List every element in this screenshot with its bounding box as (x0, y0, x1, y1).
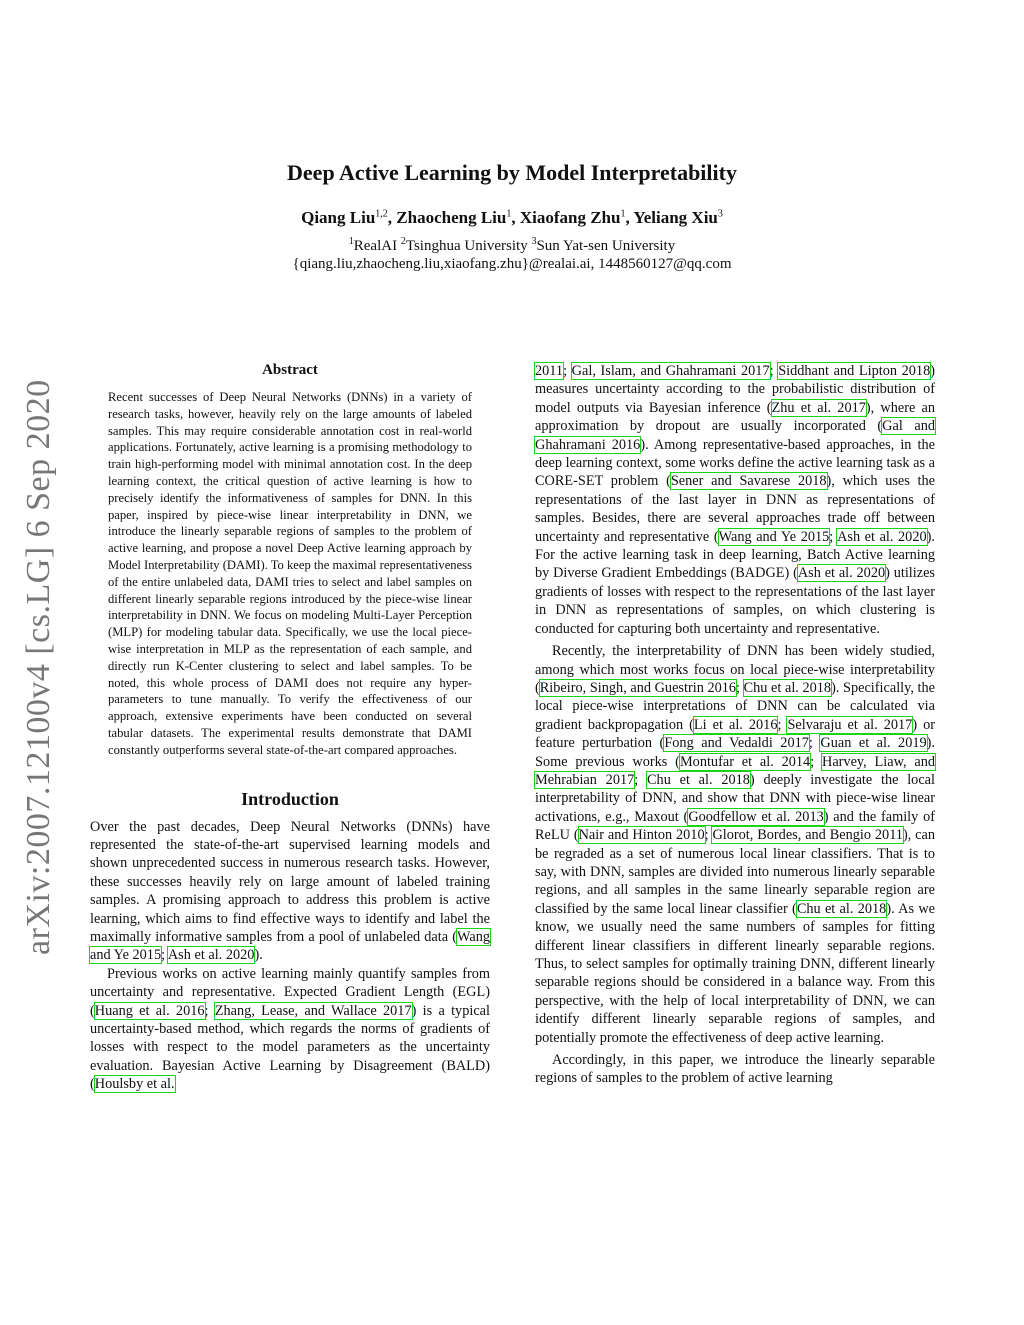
citation-link[interactable]: Selvaraju et al. 2017 (787, 716, 913, 733)
affil-name: RealAI (353, 238, 401, 254)
right-column (535, 362, 935, 1088)
author-affil-mark: 1 (620, 208, 626, 220)
author-name: Yeliang Xiu (633, 208, 718, 227)
paragraph-text: Previous works on active learning mainly quantify samples from uncertainty and representative. Expected Gradient Length (EGL) ( (90, 965, 490, 1019)
paragraph-text: ; (808, 735, 821, 752)
citation-link[interactable]: Chu et al. 2018 (743, 679, 832, 696)
author-name: Zhaocheng Liu (396, 208, 507, 227)
affil-mark: 3 (531, 236, 537, 247)
body-paragraph-3 (535, 1051, 935, 1088)
citation-link[interactable]: Siddhant and Lipton 2018 (778, 363, 931, 379)
paragraph-text: ). (254, 947, 263, 964)
paragraph-text: ). Specifically, the local piece-wise interpretations of DNN can be calculated via gradient backpropagation ( (535, 679, 936, 733)
citation-link[interactable]: Montufar et al. 2014 (679, 753, 811, 770)
citation-link[interactable]: Glorot, Bordes, and Bengio 2011 (712, 827, 903, 844)
affil-name: Tsinghua University (405, 238, 532, 254)
citation-link[interactable]: Gal, Islam, and Ghahramani 2017 (571, 363, 770, 379)
paragraph-text: ; (829, 528, 838, 545)
paragraph-text: ). As we know, we usually need the same numbers of samples for fitting different linear classifiers in different linearly separable regions. Thus, to select samples for optimally training DNN, different linearly separable regions should be considered in a balance way. From this perspective, with the help of local interpretability of DNN, we can identify different linearly separable regions of samples, and potentially promote the effectiveness of deep active learning. (535, 900, 936, 1046)
citation-link[interactable]: Zhang, Lease, and Wallace 2017 (214, 1002, 412, 1019)
paragraph-text: ; (704, 827, 713, 844)
affil-mark: 2 (400, 236, 406, 247)
introduction-heading: Introduction (241, 788, 339, 809)
citation-link[interactable]: Harvey, Liaw, and Mehrabian 2017 (535, 753, 936, 788)
citation-link[interactable]: Ash et al. 2020 (837, 528, 927, 545)
citation-link[interactable]: Chu et al. 2018 (796, 900, 887, 917)
citation-link[interactable]: Ash et al. 2020 (797, 565, 886, 582)
paragraph-text: ), can be regraded as a set of numerous local linear classifiers. That is to say, with DNN, samples are divided into numerous linearly separable regions, and all samples in the same linearly separable region are classified by the same local linear classifier ( (535, 827, 936, 917)
body-paragraph-2 (535, 642, 935, 1047)
paragraph-text: ). Among representative-based approaches, in the deep learning context, some works define the active learning task as a CORE-SET problem ( (535, 436, 935, 490)
paragraph-text: ; (563, 363, 572, 379)
affiliations (0, 236, 1024, 255)
citation-link[interactable]: Gal and Ghahramani 2016 (535, 418, 935, 453)
paragraph-text: ) and the family of ReLU ( (535, 808, 935, 844)
paragraph-text: ; (736, 679, 744, 696)
paragraph-text: ) utilizes gradients of losses with respect to the representations of the last layer in DNN as representations of samples, on which clustering is conducted for capturing both uncertainty and representative. (535, 565, 935, 637)
paragraph-text: ) is a typical uncertainty-based method, which regards the norms of gradients of losses with respect to the model parameters as the uncertainty evaluation. Bayesian Active Learning by Disagreement (BALD) ( (90, 1002, 490, 1093)
author-name: Xiaofang Zhu (519, 208, 621, 227)
left-column (90, 362, 490, 1094)
citation-link[interactable]: Li et al. 2016 (693, 716, 778, 733)
author-affil-mark: 1,2 (375, 208, 388, 220)
citation-link[interactable]: Fong and Vedaldi 2017 (664, 735, 809, 752)
arxiv-stamp: arXiv:2007.12100v4 [cs.LG] 6 Sep 2020 (20, 379, 57, 955)
citation-link[interactable]: 2011 (535, 363, 564, 379)
body-paragraph-1 (535, 362, 935, 638)
paragraph-text: ). For the active learning task in deep learning, Batch Active learning by Diverse Gradient Embeddings (BADGE) ( (535, 528, 935, 582)
paragraph-text: ) measures uncertainty according to the probabilistic distribution of model outputs via Bayesian inference ( (535, 363, 935, 416)
intro-paragraph-2 (90, 965, 490, 1094)
citation-link[interactable]: Zhu et al. 2017 (771, 399, 866, 416)
citation-link[interactable]: Goodfellow et al. 2013 (688, 808, 824, 825)
paragraph-text: ; (634, 771, 648, 788)
paragraph-text: ; (161, 947, 168, 964)
paragraph-text: ) or feature perturbation ( (535, 716, 936, 752)
affil-mark: 1 (348, 236, 354, 247)
paragraph-text: ) deeply investigate the local interpretability of DNN, and show that DNN with piece-wise linear activations, e.g., Maxout ( (535, 771, 935, 825)
citation-link[interactable]: Houlsby et al. (94, 1076, 175, 1093)
paragraph-text: ; (777, 716, 788, 733)
paragraph-text: ; (769, 363, 779, 379)
citation-link[interactable]: Ribeiro, Singh, and Guestrin 2016 (539, 679, 737, 696)
citation-link[interactable]: Guan et al. 2019 (820, 735, 927, 752)
abstract-heading: Abstract (262, 362, 318, 378)
paragraph-text: ), where an approximation by dropout are usually incorporated ( (535, 399, 936, 435)
abstract-text: Recent successes of Deep Neural Networks (DNNs) in a variety of research tasks, however, heavily rely on the large amounts of labeled samples. This may require considerable annotation cost in real-world applications. Fortunately, active learning is a promising methodology to train high-performing model with minimal annotation cost. In the deep learning context, the critical question of active learning is how to precisely identify the informativeness of samples for DNN. In this paper, inspired by piece-wise linear interpretability in DNN, we introduce the linearly separable regions of samples to the problem of active learning, and propose a novel Deep Active learning approach by Model Interpretability (DAMI). To keep the maximal representativeness of the entire unlabeled data, DAMI tries to select and label samples on different linearly separable regions introduced by the piece-wise linear interpretability in DNN. We focus on modeling Multi-Layer Perception (MLP) for modeling tabular data. Specifically, we use the local piece-wise interpretation in MLP as the representation of each sample, and directly run K-Center clustering to select and label samples. To be noted, this whole process of DAMI does not require any hyper-parameters to tune manually. To verify the effectiveness of our approach, extensive experiments have been conducted on several tabular datasets. The experimental results demonstrate that DAMI constantly outperforms several state-of-the-art compared approaches. (108, 390, 472, 757)
citation-link[interactable]: Ash et al. 2020 (167, 947, 255, 964)
paragraph-text: Accordingly, in this paper, we introduce the linearly separable regions of samples to the problem of active learning (535, 1052, 935, 1087)
citation-link[interactable]: Huang et al. 2016 (94, 1002, 205, 1019)
author-name: Qiang Liu (301, 208, 376, 227)
citation-link[interactable]: Sener and Savarese 2018 (670, 473, 827, 490)
paragraph-text: Over the past decades, Deep Neural Networks (DNNs) have represented the state-of-the-art supervised learning models and shown unprecedented success in numerous research tasks. However, these successes heavily rely on large amount of labeled training samples. A promising approach to address this problem is active learning, which aims to find effective ways to identify and label the maximally informative samples from a pool of unlabeled data ( (90, 818, 490, 945)
author-emails: {qiang.liu,zhaocheng.liu,xiaofang.zhu}@realai.ai, 1448560127@qq.com (292, 256, 732, 272)
paper-title: Deep Active Learning by Model Interpretability (287, 160, 737, 185)
citation-link[interactable]: Wang and Ye 2015 (718, 528, 830, 545)
paragraph-text: ), which uses the representations of the last layer in DNN as representations of samples. Besides, there are several approaches trade off between uncertainty and representative ( (535, 473, 935, 545)
paragraph-text: Recently, the interpretability of DNN has been widely studied, among which most works focus on local piece-wise interpretability ( (535, 643, 935, 696)
citation-link[interactable]: Wang and Ye 2015 (90, 928, 490, 964)
author-list: Qiang Liu$^{1,2}$, Zhaocheng Liu$^1$, Xiaofang Zhu$^1$, Yeliang Xiu$^3$ (301, 208, 723, 227)
paragraph-text: ). Some previous works ( (535, 735, 935, 770)
author-affil-mark: 1 (506, 208, 512, 220)
citation-link[interactable]: Nair and Hinton 2010 (578, 827, 705, 844)
paragraph-text: ; (204, 1002, 215, 1019)
citation-link[interactable]: Chu et al. 2018 (647, 771, 750, 788)
intro-paragraph-1 (90, 818, 490, 965)
paragraph-text: ; (810, 753, 822, 770)
affil-name: Sun Yat-sen University (536, 238, 676, 254)
author-affil-mark: 3 (717, 208, 723, 220)
